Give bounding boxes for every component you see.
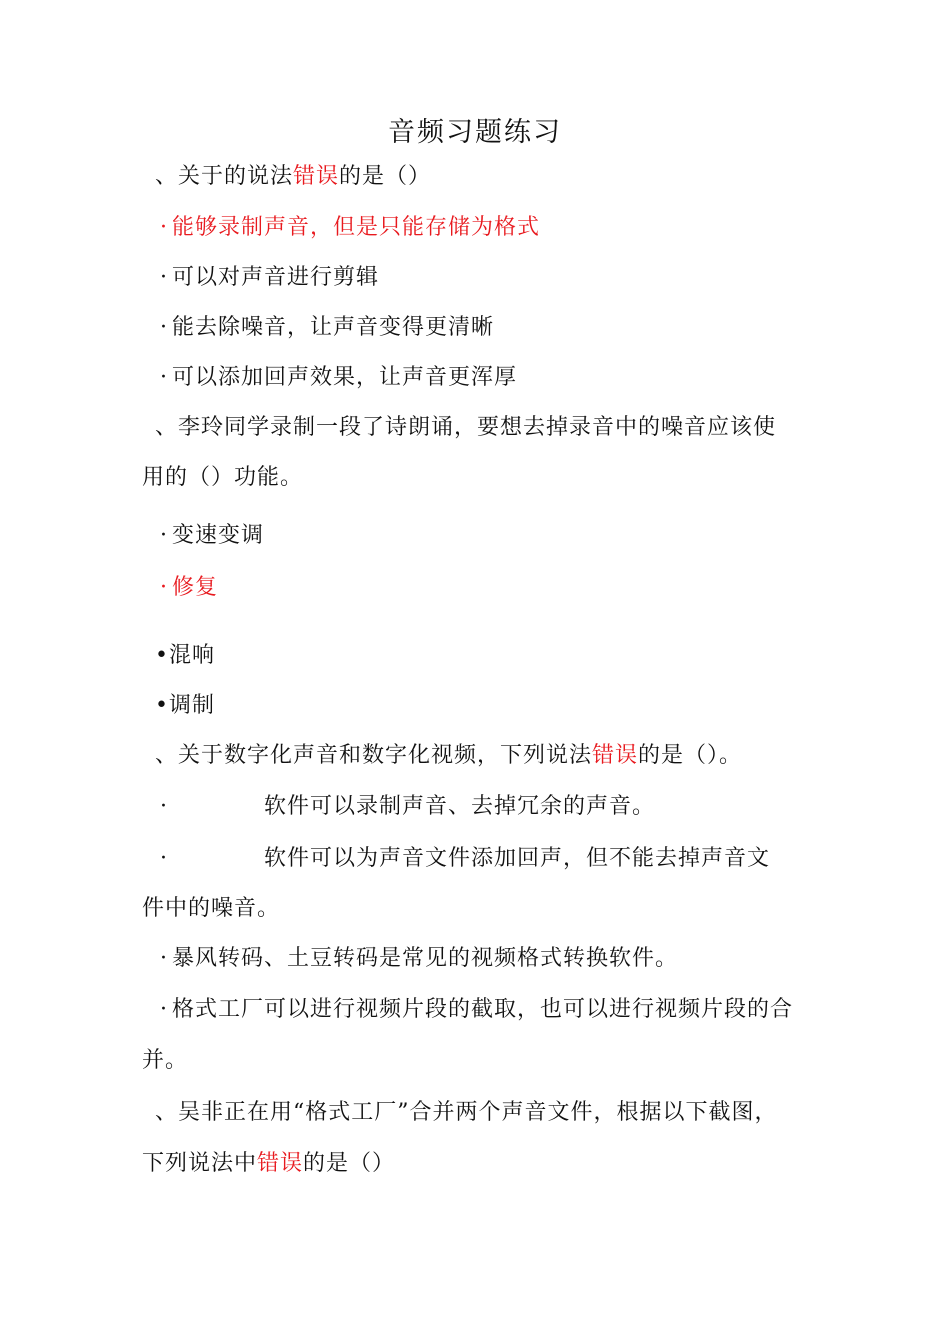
option-text: 能够录制声音，但是只能存储为格式 bbox=[172, 215, 541, 240]
question-3-option-d-line-1 bbox=[160, 995, 793, 1025]
option-text: 调制 bbox=[168, 693, 215, 718]
option-text: 可以添加回声效果，让声音更浑厚 bbox=[172, 365, 518, 390]
question-1-stem-highlight: 错误 bbox=[293, 164, 340, 189]
question-1-option-d bbox=[160, 363, 517, 393]
option-text: 格式工厂可以进行视频片段的截取，也可以进行视频片段的合 bbox=[172, 997, 794, 1022]
question-3-stem-highlight: 错误 bbox=[592, 743, 639, 768]
question-3-option-c bbox=[160, 944, 678, 974]
question-4-stem-prefix: 下列说法中 bbox=[142, 1151, 258, 1176]
bullet: · bbox=[160, 794, 168, 819]
bullet: · bbox=[160, 315, 168, 340]
bullet: · bbox=[160, 946, 168, 971]
bullet: · bbox=[160, 997, 168, 1022]
bullet: · bbox=[160, 215, 168, 240]
bullet: · bbox=[160, 265, 168, 290]
question-3-option-b-line-2: 件中的噪音。 bbox=[142, 896, 281, 921]
question-4-stem-line-2 bbox=[142, 1149, 395, 1179]
question-2-stem-line-2: 用的（）功能。 bbox=[142, 465, 304, 490]
question-1-option-b bbox=[160, 263, 379, 293]
question-3-stem bbox=[155, 741, 742, 771]
option-text: 软件可以录制声音、去掉冗余的声音。 bbox=[264, 794, 656, 819]
bullet: • bbox=[155, 643, 169, 668]
bullet: · bbox=[160, 575, 168, 600]
question-4-stem-highlight: 错误 bbox=[257, 1151, 304, 1176]
bullet: · bbox=[160, 846, 168, 871]
page-title: 音频习题练习 bbox=[388, 117, 562, 148]
option-text: 混响 bbox=[168, 643, 215, 668]
question-2-option-b bbox=[160, 573, 218, 603]
question-3-option-b-line-1 bbox=[160, 844, 770, 874]
question-4-stem-line-1: 、吴非正在用“格式工厂”合并两个声音文件，根据以下截图， bbox=[155, 1100, 778, 1125]
question-1-stem-prefix: 、关于的说法 bbox=[155, 164, 294, 189]
option-text: 能去除噪音，让声音变得更清晰 bbox=[172, 315, 495, 340]
option-text: 变速变调 bbox=[172, 523, 265, 548]
question-2-option-a bbox=[160, 521, 264, 551]
option-text: 修复 bbox=[172, 575, 219, 600]
bullet: • bbox=[155, 693, 169, 718]
question-4-stem-suffix: 的是（） bbox=[303, 1151, 396, 1176]
question-2-option-c bbox=[155, 641, 215, 671]
option-text: 可以对声音进行剪辑 bbox=[172, 265, 380, 290]
option-text: 暴风转码、土豆转码是常见的视频格式转换软件。 bbox=[172, 946, 679, 971]
question-2-option-d bbox=[155, 691, 215, 721]
option-text: 软件可以为声音文件添加回声，但不能去掉声音文 bbox=[264, 846, 771, 871]
question-1-option-c bbox=[160, 313, 494, 343]
question-3-option-a bbox=[160, 792, 655, 822]
bullet: · bbox=[160, 523, 168, 548]
bullet: · bbox=[160, 365, 168, 390]
question-1-stem-suffix: 的是（） bbox=[339, 164, 432, 189]
question-1-option-a bbox=[160, 213, 540, 243]
question-3-stem-prefix: 、关于数字化声音和数字化视频，下列说法 bbox=[155, 743, 593, 768]
question-2-stem-line-1: 、李玲同学录制一段了诗朗诵，要想去掉录音中的噪音应该使 bbox=[155, 415, 777, 440]
question-3-option-d-line-2: 并。 bbox=[142, 1048, 189, 1073]
question-3-stem-suffix: 的是（）。 bbox=[638, 743, 743, 768]
question-1-stem bbox=[155, 162, 431, 192]
